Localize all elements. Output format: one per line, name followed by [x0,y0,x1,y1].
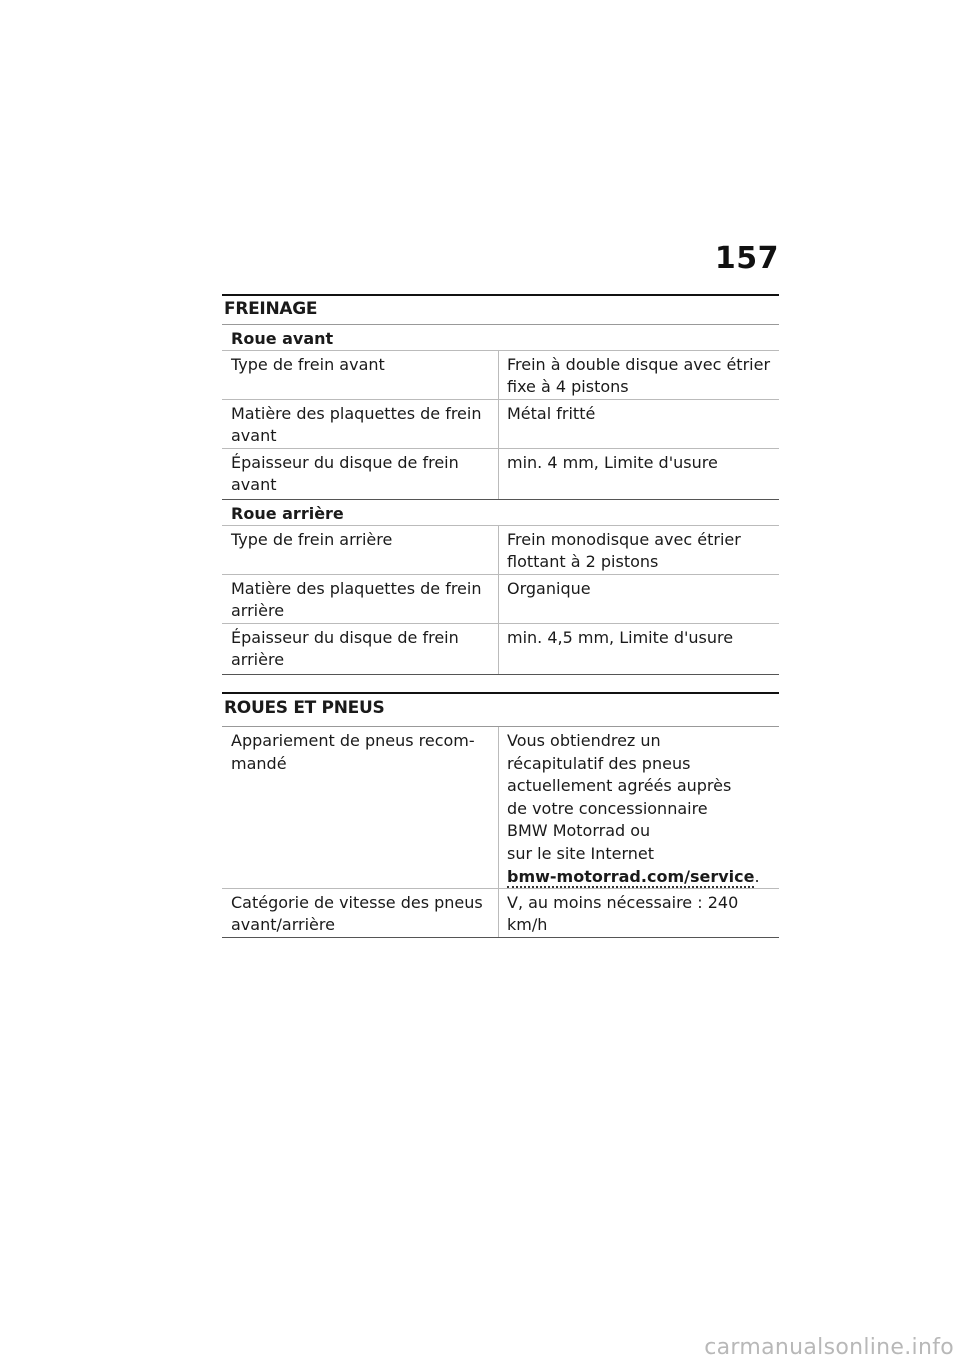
table-row [222,526,779,575]
row-value: Organique [507,579,591,598]
value-line: récapitulatif des pneus [507,753,691,773]
row-value: min. 4,5 mm, Limite d'usure [507,628,734,647]
table-row [222,889,779,938]
table-row [222,727,779,889]
row-value: Frein monodisque avec étrier flottant à 2 pistons [507,530,741,571]
row-value: Métal fritté [507,404,596,423]
section-roues-et-pneus [222,692,779,938]
value-line: sur le site Internet [507,843,655,863]
link-suffix: . [754,866,760,886]
section-title: ROUES ET PNEUS [222,692,779,727]
row-label: Épaisseur du disque de frein arrière [222,624,499,674]
row-label: Matière des plaquettes de frein avant [222,400,499,448]
subsection-title-rear: Roue arrière [222,500,779,526]
page-number: 157 [714,241,779,276]
row-value: min. 4 mm, Limite d'usure [507,453,718,472]
row-value: V, au moins nécessaire : 240 km/h [507,893,739,934]
value-line: actuellement agréés auprès [507,776,732,796]
row-label: Matière des plaquettes de frein arrière [222,575,499,623]
row-label: Catégorie de vitesse des pneus avant/arrière [222,889,499,937]
watermark: carmanualsonline.info [704,1335,954,1360]
row-label: Épaisseur du disque de frein avant [222,449,499,499]
table-row [222,575,779,624]
value-line: Vous obtiendrez un [507,731,661,750]
table-row [222,449,779,500]
value-line: BMW Motorrad ou [507,821,651,841]
row-value: Frein à double disque avec étrier fixe à 4 pistons [507,355,771,396]
row-label: Type de frein arrière [222,526,499,574]
table-row [222,351,779,400]
bmw-service-link[interactable]: bmw-motorrad.com/service [507,866,755,886]
value-line: de votre concessionnaire [507,798,708,818]
row-value [499,727,779,888]
table-row [222,624,779,675]
subsection-title-front: Roue avant [222,325,779,351]
section-title: FREINAGE [222,294,779,325]
section-freinage [222,294,779,675]
row-label: Type de frein avant [222,351,499,399]
row-label: Appariement de pneus recom-mandé [222,727,499,888]
table-row [222,400,779,449]
